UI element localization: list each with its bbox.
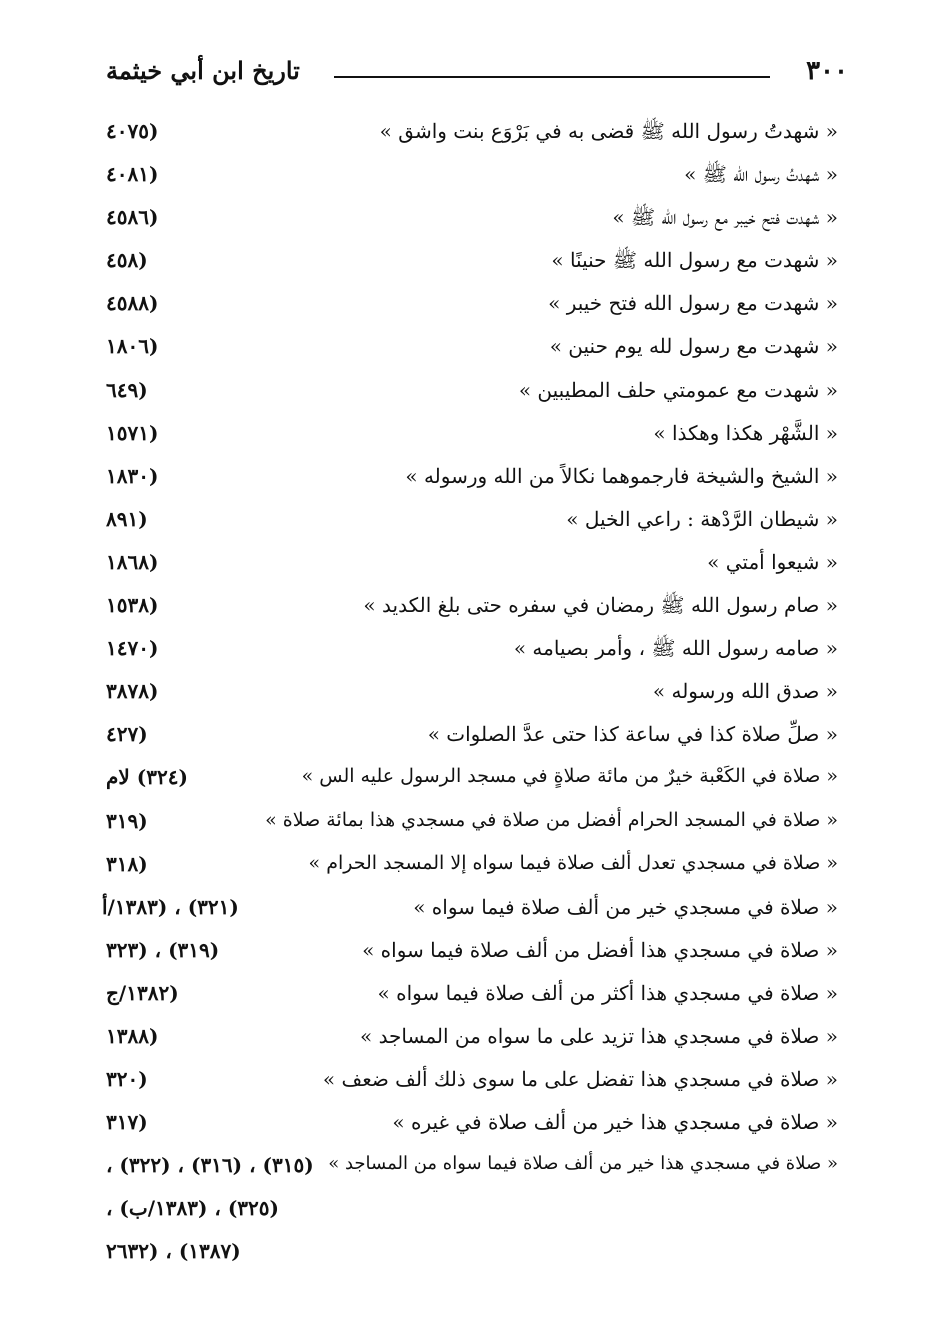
entry-reference-continuation xyxy=(0,1190,925,1233)
entry-reference: (٤٢٧ xyxy=(106,722,148,747)
entry-reference: (١٣٨٨ xyxy=(106,1023,159,1048)
index-entry xyxy=(0,846,925,889)
entry-text: « صامه رسول الله ﷺ ، وأمر بصيامه » xyxy=(513,636,838,661)
page-number: ٣٠٠ xyxy=(806,56,848,86)
index-entry xyxy=(0,113,925,156)
entry-text: « صلاة في المسجد الحرام أفضل من صلاة في مسجدي هذا بمائة صلاة » xyxy=(265,808,838,831)
entry-text: « الشَّهْر هكذا وهكذا » xyxy=(653,420,838,445)
entry-reference: (١٨٣٠ xyxy=(106,463,159,488)
entry-text: « صلاة في مسجدي خير من ألف صلاة فيما سواه » xyxy=(413,894,838,919)
entry-reference: (٤٥٨ xyxy=(106,248,148,273)
entry-text: « صلِّ صلاة كذا في ساعة كذا حتى عدَّ الصلوات » xyxy=(427,722,838,747)
entry-text: « صلاة في مسجدي هذا خير من ألف صلاة فيما سواه من المساجد » xyxy=(328,1153,838,1175)
entry-text: « شيعوا أمتي » xyxy=(707,549,838,574)
index-entries xyxy=(0,113,925,1277)
entry-reference: (٣٨٧٨ xyxy=(106,679,159,704)
entry-text: « صلاة في مسجدي هذا تفضل على ما سوى ذلك ألف ضعف » xyxy=(322,1067,838,1092)
index-entry xyxy=(0,156,925,199)
entry-reference: (٣١٩ xyxy=(106,808,148,833)
entry-text: « صلاة في مسجدي تعدل ألف صلاة فيما سواه إلا المسجد الحرام » xyxy=(308,851,838,874)
index-entry xyxy=(0,415,925,458)
index-entry xyxy=(0,372,925,415)
index-entry xyxy=(0,242,925,285)
index-entry xyxy=(0,285,925,328)
entry-text: « صام رسول الله ﷺ رمضان في سفره حتى بلغ الكديد » xyxy=(363,593,838,618)
entry-text: « شهدت مع عمومتي حلف المطيبين » xyxy=(518,377,838,402)
index-entry xyxy=(0,1018,925,1061)
entry-reference: (٦٤٩ xyxy=(106,377,148,402)
entry-reference: (٣١٨ xyxy=(106,851,148,876)
entry-reference: (١٣٨٧) ، (٢٦٣٢ xyxy=(106,1239,241,1264)
entry-text: « الشيخ والشيخة فارجموهما نكالاً من الله ورسوله » xyxy=(405,463,838,488)
index-entry xyxy=(0,199,925,242)
index-entry xyxy=(0,759,925,802)
entry-text: « صلاة في مسجدي هذا تزيد على ما سواه من المساجد » xyxy=(359,1023,838,1048)
index-entry xyxy=(0,975,925,1018)
entry-reference: (٤٥٨٦ xyxy=(106,205,159,230)
entry-text: « صلاة في الكَعْبة خيرٌ من مائة صلاةٍ في مسجد الرسول عليه الس » xyxy=(301,765,838,788)
entry-text: « شيطان الرَّدْهة : راعي الخيل » xyxy=(566,506,838,531)
entry-reference: (٤٥٨٨ xyxy=(106,291,159,316)
entry-text: « صلاة في مسجدي هذا خير من ألف صلاة في غيره » xyxy=(392,1110,838,1135)
entry-reference: (٣١٥) ، (٣١٦) ، (٣٢٢) ، xyxy=(106,1153,314,1178)
index-entry xyxy=(0,328,925,371)
entry-text: « شهدت فتح خيبر مع رسول الله ﷺ » xyxy=(612,205,838,230)
book-title: تاريخ ابن أبي خيثمة xyxy=(106,56,300,85)
entry-text: « شهدت مع رسول لله يوم حنين » xyxy=(549,334,838,359)
entry-reference: (١٨٦٨ xyxy=(106,549,159,574)
index-entry xyxy=(0,587,925,630)
entry-text: « شهدت مع رسول الله فتح خيبر » xyxy=(548,291,838,316)
entry-reference: (١٣٨٢/ج xyxy=(106,980,179,1005)
index-entry xyxy=(0,630,925,673)
entry-reference: (١٤٧٠ xyxy=(106,636,159,661)
index-entry xyxy=(0,544,925,587)
entry-reference: (٤٠٧٥ xyxy=(106,119,159,143)
entry-reference: (٣١٩) ، (٣٢٣ xyxy=(106,937,220,962)
entry-reference: (١٥٧١ xyxy=(106,420,159,445)
index-entry xyxy=(0,889,925,932)
index-entry xyxy=(0,932,925,975)
entry-reference-continuation xyxy=(0,1233,925,1276)
entry-reference: (٨٩١ xyxy=(106,506,148,531)
entry-text: « شهدت مع رسول الله ﷺ حنينًا » xyxy=(551,248,838,273)
index-entry xyxy=(0,458,925,501)
index-entry xyxy=(0,673,925,716)
entry-reference: (١٨٠٦ xyxy=(106,334,159,359)
page-header xyxy=(0,52,925,92)
entry-reference: (٣٢١) ، (١٣٨٣/أ xyxy=(102,894,239,919)
entry-reference: (٣٢٥) ، (١٣٨٣/ب) ، xyxy=(106,1196,279,1221)
index-entry xyxy=(0,1061,925,1104)
entry-text: « شهدتُ رسول الله ﷺ قضى به في بَرْوَع بنت واشق » xyxy=(379,119,838,143)
index-entry-multiline xyxy=(0,1147,925,1190)
entry-text: « صلاة في مسجدي هذا أفضل من ألف صلاة فيما سواه » xyxy=(362,937,838,962)
header-rule xyxy=(334,76,770,78)
entry-reference: (٣٢٠ xyxy=(106,1067,148,1092)
entry-text: « شهدتُ رسول الله ﷺ » xyxy=(684,162,838,187)
index-entry xyxy=(0,803,925,846)
index-entry xyxy=(0,501,925,544)
entry-reference: (٤٠٨١ xyxy=(106,162,159,187)
entry-text: « صدق الله ورسوله » xyxy=(652,679,838,704)
entry-text: « صلاة في مسجدي هذا أكثر من ألف صلاة فيما سواه » xyxy=(377,980,838,1005)
entry-reference: (٣٢٤) لام xyxy=(106,765,188,790)
index-entry xyxy=(0,1104,925,1147)
entry-reference: (١٥٣٨ xyxy=(106,593,159,618)
entry-reference: (٣١٧ xyxy=(106,1110,148,1135)
index-entry xyxy=(0,716,925,759)
